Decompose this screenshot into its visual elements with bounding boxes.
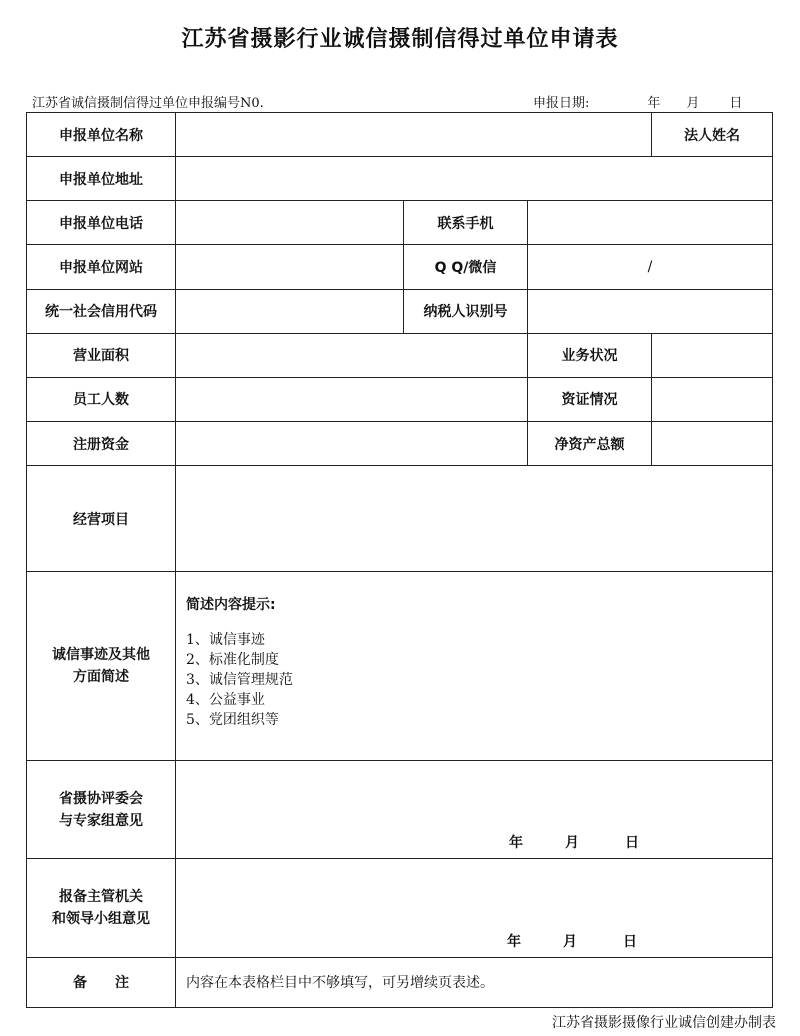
committee-date xyxy=(509,832,639,852)
hint-item: 4、公益事业 xyxy=(186,692,265,709)
remarks-field[interactable] xyxy=(176,957,773,1007)
phone-label: 申报单位电话 xyxy=(27,201,176,245)
form-title: 江苏省摄影行业诚信摄制信得过单位申请表 xyxy=(181,27,619,52)
business-status-field[interactable] xyxy=(652,333,773,377)
unit-name-label: 申报单位名称 xyxy=(27,113,176,157)
committee-label-line2: 与专家组意见 xyxy=(59,812,143,829)
footer-issuer: 江苏省摄影摄像行业诚信创建办制表 xyxy=(552,1015,776,1031)
hint-item: 5、党团组织等 xyxy=(186,712,279,729)
remarks-label: 备 注 xyxy=(27,957,176,1007)
business-scope-label: 经营项目 xyxy=(27,466,176,572)
staff-count-field[interactable] xyxy=(176,377,528,421)
authority-date xyxy=(507,931,637,951)
staff-count-label: 员工人数 xyxy=(27,377,176,421)
application-form-table xyxy=(26,112,773,1008)
authority-date-day: 日 xyxy=(623,933,637,950)
authority-label-line1: 报备主管机关 xyxy=(59,889,143,906)
integrity-label xyxy=(27,572,176,761)
taxpayer-id-label: 纳税人识别号 xyxy=(404,289,528,333)
authority-label-line2: 和领导小组意见 xyxy=(52,911,150,928)
business-area-label: 营业面积 xyxy=(27,333,176,377)
committee-date-month: 月 xyxy=(565,835,579,852)
hint-item: 1、诚信事迹 xyxy=(186,632,265,649)
certificates-label: 资证情况 xyxy=(528,377,652,421)
date-day: 日 xyxy=(729,96,743,111)
authority-label xyxy=(27,859,176,957)
date-year: 年 xyxy=(647,96,661,111)
hint-item: 3、诚信管理规范 xyxy=(186,672,293,689)
website-field[interactable] xyxy=(176,245,404,289)
integrity-field[interactable] xyxy=(176,572,773,761)
website-label: 申报单位网站 xyxy=(27,245,176,289)
qq-wechat-field[interactable]: / xyxy=(528,245,773,289)
committee-label-line1: 省摄协评委会 xyxy=(59,790,143,807)
business-scope-field[interactable] xyxy=(176,466,773,572)
address-field[interactable] xyxy=(176,157,773,201)
hint-item: 2、标准化制度 xyxy=(186,652,279,669)
registered-capital-field[interactable] xyxy=(176,421,528,465)
integrity-label-line1: 诚信事迹及其他 xyxy=(52,647,150,664)
committee-label xyxy=(27,761,176,859)
phone-field[interactable] xyxy=(176,201,404,245)
date-label: 申报日期: xyxy=(533,96,590,111)
net-assets-label: 净资产总额 xyxy=(528,421,652,465)
submission-date xyxy=(533,92,742,111)
committee-date-year: 年 xyxy=(509,835,523,852)
committee-opinion-field[interactable] xyxy=(176,761,773,859)
credit-code-field[interactable] xyxy=(176,289,404,333)
authority-opinion-field[interactable] xyxy=(176,859,773,957)
legal-person-label: 法人姓名 xyxy=(652,113,773,157)
unit-name-field[interactable] xyxy=(176,113,652,157)
taxpayer-id-field[interactable] xyxy=(528,289,773,333)
credit-code-label: 统一社会信用代码 xyxy=(27,289,176,333)
authority-date-month: 月 xyxy=(563,933,577,950)
serial-number-label: 江苏省诚信摄制信得过单位申报编号N0. xyxy=(32,96,264,111)
business-status-label: 业务状况 xyxy=(528,333,652,377)
date-month: 月 xyxy=(686,96,700,111)
authority-date-year: 年 xyxy=(507,933,521,950)
address-label: 申报单位地址 xyxy=(27,157,176,201)
certificates-field[interactable] xyxy=(652,377,773,421)
net-assets-field[interactable] xyxy=(652,421,773,465)
qq-wechat-label: Q Q/微信 xyxy=(404,245,528,289)
registered-capital-label: 注册资金 xyxy=(27,421,176,465)
integrity-label-line2: 方面简述 xyxy=(73,669,129,686)
mobile-label: 联系手机 xyxy=(404,201,528,245)
mobile-field[interactable] xyxy=(528,201,773,245)
committee-date-day: 日 xyxy=(625,835,639,852)
hint-title: 简述内容提示: xyxy=(186,597,276,614)
business-area-field[interactable] xyxy=(176,333,528,377)
remarks-text: 内容在本表格栏目中不够填写，可另增续页表述。 xyxy=(186,975,494,992)
